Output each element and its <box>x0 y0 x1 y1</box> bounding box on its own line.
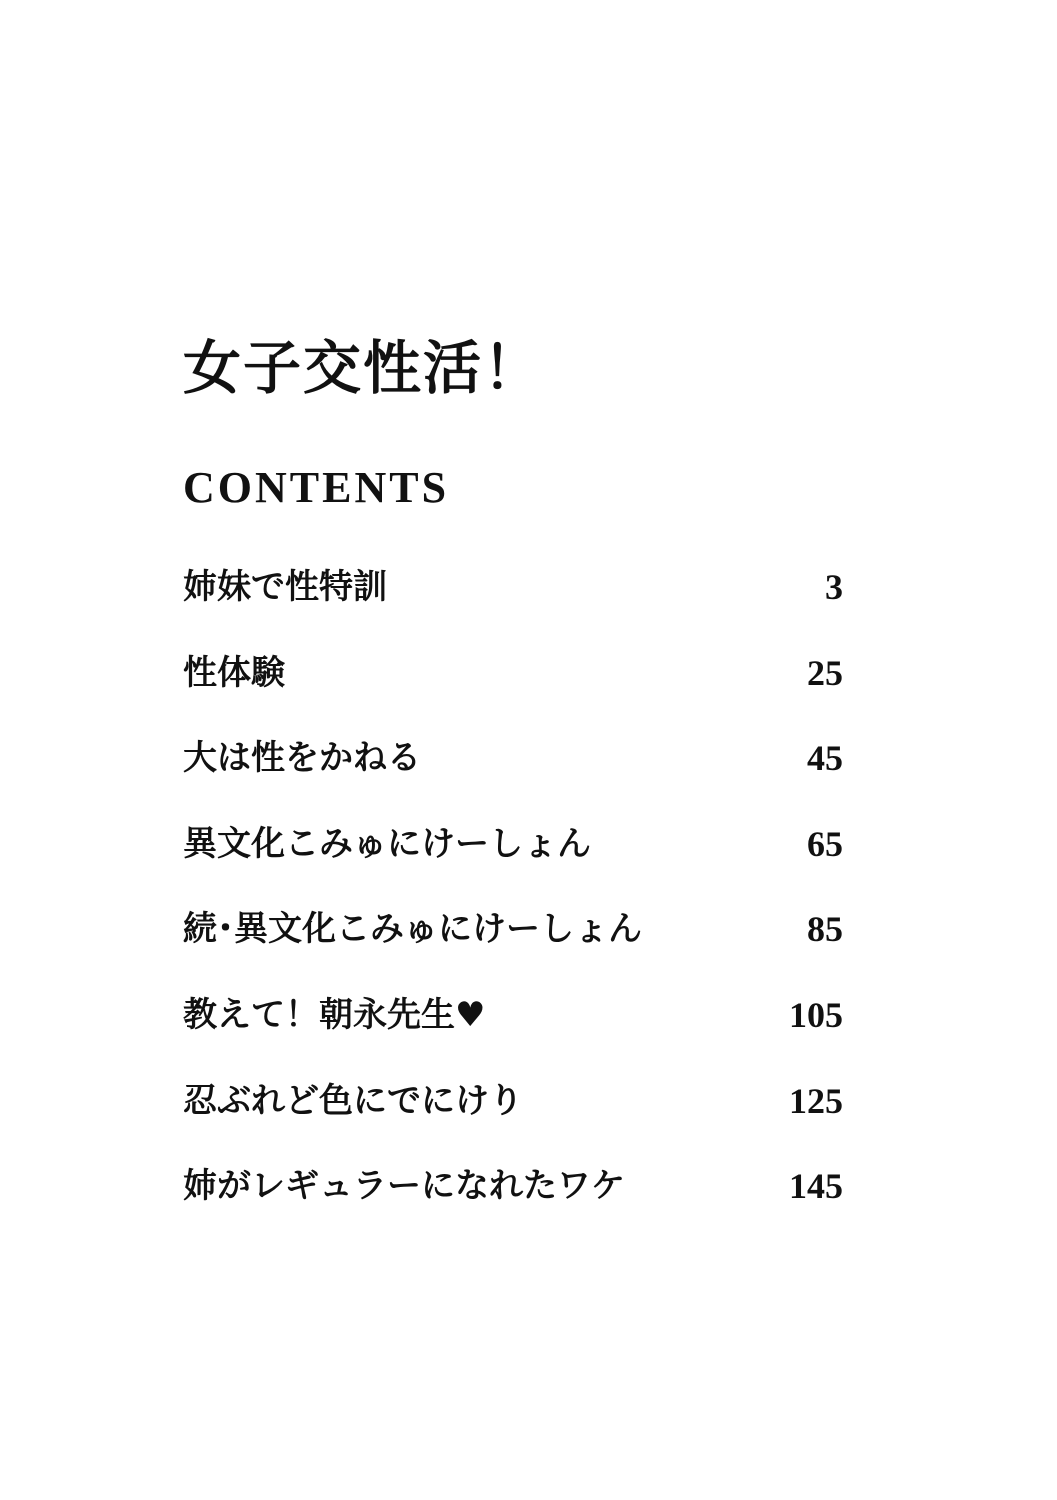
book-title: 女子交性活！ <box>183 334 544 402</box>
toc-entry <box>183 648 843 734</box>
toc-entry <box>183 819 843 905</box>
toc-entry-page: 65 <box>807 823 843 864</box>
toc-entry <box>183 904 843 990</box>
toc-entry-title: 姉がレギュラーになれたワケ <box>183 1166 625 1207</box>
toc-entry <box>183 1076 843 1162</box>
toc-entry-title: 教えて！朝永先生♥ <box>183 994 486 1035</box>
toc-entry-page: 145 <box>789 1166 843 1207</box>
toc-entry-title: 姉妹で性特訓 <box>183 567 387 607</box>
toc-entry <box>183 1161 843 1247</box>
table-of-contents <box>183 562 843 1247</box>
toc-entry-title: 大は性をかねる <box>183 738 421 779</box>
toc-entry-page: 3 <box>825 567 843 607</box>
contents-heading: CONTENTS <box>183 463 450 512</box>
toc-entry-page: 125 <box>789 1080 843 1121</box>
toc-entry-page: 85 <box>807 909 843 950</box>
toc-entry-page: 45 <box>807 738 843 779</box>
toc-entry-page: 105 <box>789 994 843 1035</box>
toc-entry <box>183 990 843 1076</box>
toc-entry-page: 25 <box>807 652 843 693</box>
toc-entry-title: 異文化こみゅにけーしょん <box>183 823 591 864</box>
toc-entry <box>183 733 843 819</box>
toc-entry-title: 続･異文化こみゅにけーしょん <box>183 909 642 950</box>
toc-entry-title: 忍ぶれど色にでにけり <box>183 1080 523 1121</box>
toc-entry <box>183 562 843 648</box>
toc-entry-title: 性体験 <box>183 652 285 693</box>
